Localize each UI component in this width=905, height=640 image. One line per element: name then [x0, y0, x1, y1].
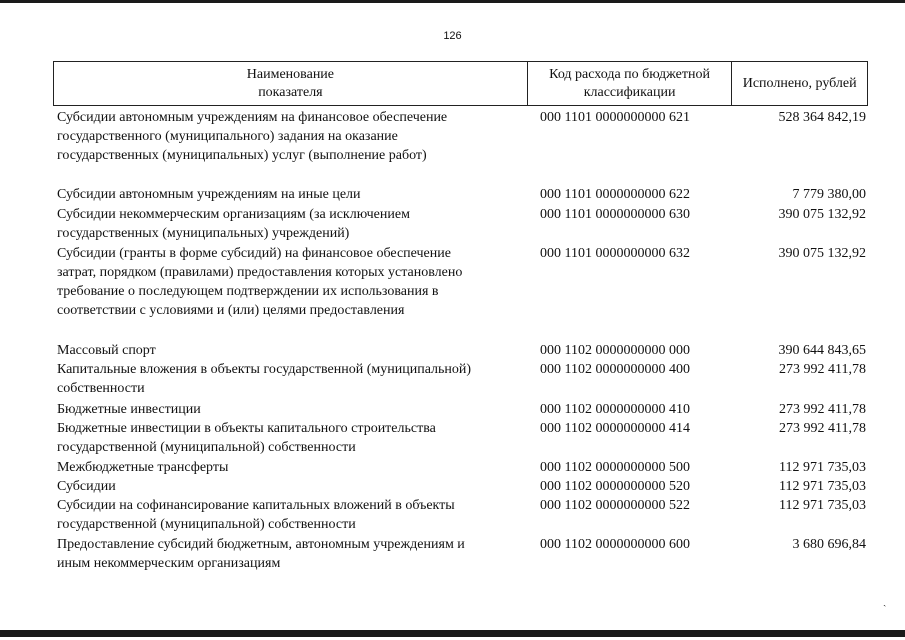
row-name: Бюджетные инвестиции в объекты капитального строительства государственной (муниципальной) собственности: [57, 421, 436, 455]
row-code: 000 1102 0000000000 414: [540, 421, 690, 436]
row-amount: 273 992 411,78: [779, 362, 866, 377]
row-amount: 7 779 380,00: [792, 187, 866, 202]
header-amount-column: Исполнено, рублей: [742, 75, 857, 91]
scan-speck: ˏ: [883, 596, 887, 607]
row-name: Межбюджетные трансферты: [57, 460, 229, 475]
row-code: 000 1101 0000000000 621: [540, 110, 690, 125]
row-code: 000 1102 0000000000 600: [540, 537, 690, 552]
row-code: 000 1102 0000000000 410: [540, 402, 690, 417]
row-amount: 273 992 411,78: [779, 402, 866, 417]
header-name-column: Наименование показателя: [54, 62, 528, 105]
row-name: Субсидии автономным учреждениям на иные цели: [57, 187, 361, 202]
top-border-line: [0, 0, 905, 3]
row-name: Субсидии некоммерческим организациям (за исключением государственных (муниципальных) учреждений): [57, 207, 410, 241]
row-name: Предоставление субсидий бюджетным, автономным учреждениям и иным некоммерческим организациям: [57, 537, 465, 571]
row-amount: 390 075 132,92: [778, 207, 866, 222]
bottom-border-line: [0, 630, 905, 637]
row-code: 000 1102 0000000000 500: [540, 460, 690, 475]
row-amount: 390 644 843,65: [778, 343, 866, 358]
row-amount: 528 364 842,19: [778, 110, 866, 125]
page-number: 126: [443, 30, 462, 42]
row-code: 000 1101 0000000000 622: [540, 187, 690, 202]
row-code: 000 1101 0000000000 630: [540, 207, 690, 222]
row-amount: 3 680 696,84: [792, 537, 866, 552]
row-amount: 390 075 132,92: [778, 246, 866, 261]
row-code: 000 1102 0000000000 000: [540, 343, 690, 358]
row-name: Капитальные вложения в объекты государственной (муниципальной) собственности: [57, 362, 472, 396]
row-code: 000 1102 0000000000 522: [540, 498, 690, 513]
row-code: 000 1102 0000000000 400: [540, 362, 690, 377]
table-header: [53, 61, 868, 106]
row-name: Субсидии (гранты в форме субсидий) на финансовое обеспечение затрат, порядком (правилами) предоставления которых установлено требование о последующем подтверждении их использования в соответствии с условиями и (или) целями предоставления: [57, 246, 463, 318]
row-amount: 112 971 735,03: [779, 479, 866, 494]
header-code-column: Код расхода по бюджетной классификации: [528, 62, 733, 105]
row-name: Субсидии: [57, 479, 116, 494]
row-amount: 112 971 735,03: [779, 498, 866, 513]
row-name: Субсидии автономным учреждениям на финансовое обеспечение государственного (муниципального) задания на оказание государственных (муниципальных) услуг (выполнение работ): [57, 110, 448, 163]
row-name: Массовый спорт: [57, 343, 156, 358]
row-code: 000 1101 0000000000 632: [540, 246, 690, 261]
row-code: 000 1102 0000000000 520: [540, 479, 690, 494]
row-name: Субсидии на софинансирование капитальных вложений в объекты государственной (муниципальной) собственности: [57, 498, 455, 532]
row-amount: 273 992 411,78: [779, 421, 866, 436]
row-name: Бюджетные инвестиции: [57, 402, 201, 417]
row-amount: 112 971 735,03: [779, 460, 866, 475]
